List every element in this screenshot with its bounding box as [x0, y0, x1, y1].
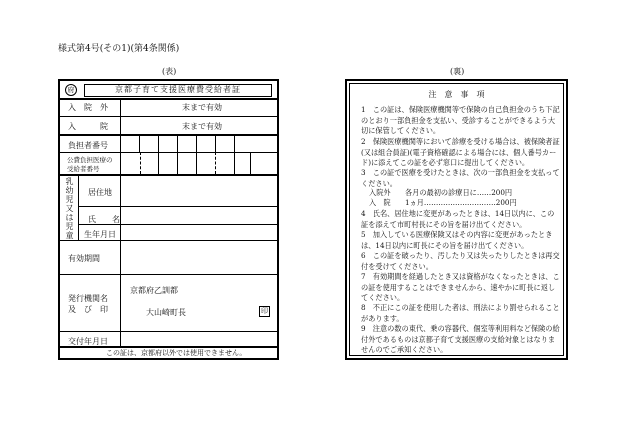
hakko-label-2: 及 び 印 — [68, 305, 108, 314]
futansha-label: 負担者番号 — [68, 141, 108, 150]
nyuin-gai-value: 末まで有効 — [182, 103, 222, 112]
issuing-mayor: 大山崎町長 — [146, 308, 186, 317]
notes-title: 注 意 事 項 — [428, 90, 485, 99]
jukyusha-label-2: 受給者番号 — [67, 165, 100, 173]
note-3: 3 この証で医療を受けたときは、次の一部負担金を支払ってください。 — [361, 168, 560, 188]
nyuin-value: 末まで有効 — [182, 122, 222, 131]
note-1: 1 この証は、保険医療機関等で保険の自己負担金のうち下記のとおり一部負担金を支払い、受診することができるよう大切に保管してください。 — [361, 105, 560, 135]
title-box — [84, 84, 272, 97]
kyojuchi-label: 居住地 — [88, 188, 112, 197]
note-6: 6 この証を破ったり、汚したり又は失ったりしたときは再交付を受けてください。 — [361, 251, 560, 271]
yuko-kikan-label: 有効期間 — [68, 254, 100, 263]
form-number: 様式第4号(その1)(第4条関係) — [58, 44, 180, 54]
emblem-icon: 府 — [65, 84, 77, 96]
nyuin-gai-label: 入 院 外 — [68, 103, 108, 112]
card-title: 京都子育て支援医療費受給者証 — [115, 85, 241, 94]
front-label: (表) — [162, 67, 177, 76]
issuing-org: 京都府乙訓都 — [130, 286, 178, 295]
kofu-label: 交付年月日 — [68, 337, 108, 346]
front-card — [58, 79, 279, 360]
note-5: 5 加入している医療保険又はその内容に変更があったときは、14日以内に町長にその旨を届け出てください。 — [361, 230, 553, 250]
note-3-outpatient: 入院外 各月の最初の診療日に……200円 — [369, 188, 513, 197]
back-label: (裏) — [450, 67, 465, 76]
note-4: 4 氏名、居住地に変更があったときは、14日以内に、この証を添えて市町村長にその旨を届け出てください。 — [361, 209, 555, 229]
note-8: 8 不正にこの証を使用した者は、刑法により罰せられることがあります。 — [361, 303, 560, 323]
juvenile-vertical-label: 乳幼児又は児童 — [65, 177, 74, 240]
seal-stamp: 印 — [261, 307, 268, 315]
shimei-label: 氏 名 — [88, 215, 120, 224]
note-2: 2 保険医療機関等において診療を受ける場合は、被保険者証(又は組合員証)(電子資格確認による場合には、個人番号カード)に添えてこの証を必ず窓口に提出してください。 — [361, 137, 560, 167]
back-card — [345, 79, 568, 360]
footer-note: この証は、京都府以外では使用できません。 — [106, 349, 247, 357]
nyuin-label: 入 院 — [68, 122, 108, 131]
hakko-label-1: 発行機関名 — [68, 294, 108, 303]
note-3-inpatient: 入 院 1ヵ月…………………………200円 — [369, 198, 517, 207]
note-9: 9 注意の数の東代、乗の容器代、個室等利用料など保険の給付外であるものは京都子育て支援医療の支給対象とはなりませんのでご承知ください。 — [361, 324, 560, 354]
note-7: 7 有効期間を経過したとき又は資格がなくなったときは、この証を使用することはできませんから、速やかに町長に返してください。 — [361, 272, 560, 302]
jukyusha-label-1: 公費負担医療の — [67, 156, 113, 164]
seinengappi-label: 生年月日 — [84, 230, 116, 239]
